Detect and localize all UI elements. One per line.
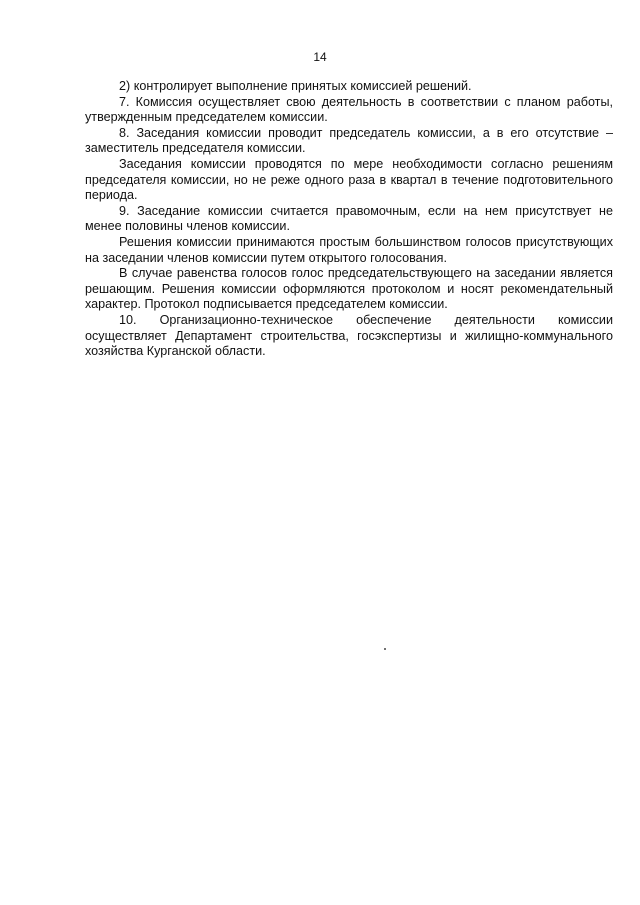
- paragraph: 8. Заседания комиссии проводит председатель комиссии, а в его отсутствие – заместитель председателя комиссии.: [85, 125, 613, 156]
- paragraph: В случае равенства голосов голос председательствующего на заседании является решающим. Решения комиссии оформляются протоколом и носят рекомендательный характер. Протокол подписывается председателем комиссии.: [85, 266, 613, 312]
- paragraph: 9. Заседание комиссии считается правомочным, если на нем присутствует не менее половины членов комиссии.: [85, 203, 613, 234]
- paragraph: 2) контролирует выполнение принятых комиссией решений.: [119, 79, 472, 93]
- paragraph: Решения комиссии принимаются простым большинством голосов присутствующих на заседании членов комиссии путем открытого голосования.: [85, 234, 613, 265]
- paragraph: Заседания комиссии проводятся по мере необходимости согласно решениям председателя комиссии, но не реже одного раза в квартал в течение подготовительного периода.: [85, 156, 613, 203]
- page-number: 14: [313, 50, 327, 64]
- document-body: [85, 79, 613, 360]
- paragraph: 7. Комиссия осуществляет свою деятельность в соответствии с планом работы, утвержденным председателем комиссии.: [85, 94, 613, 125]
- scan-speck: [384, 648, 386, 650]
- paragraph: 10. Организационно-техническое обеспечение деятельности комиссии осуществляет Департамент строительства, госэкспертизы и жилищно-коммунального хозяйства Курганской области.: [85, 312, 613, 359]
